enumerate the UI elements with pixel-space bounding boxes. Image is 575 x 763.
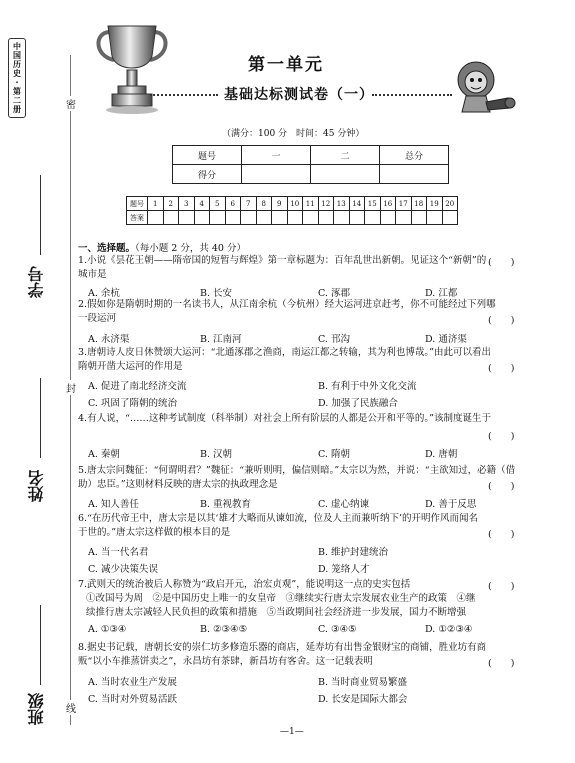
xuehao-label: 学号 [27,266,46,298]
option-b: B. 汉朝 [200,449,233,460]
option-a: A. 秦朝 [88,449,120,460]
answer-num: 7 [241,197,257,211]
question-6 [78,512,478,540]
option-c: C. ③④⑤ [318,624,357,635]
xuehao-line [40,175,41,255]
answer-num: 2 [163,197,179,211]
option-b: B. 当时商业贸易繁盛 [318,677,408,688]
option-d: D. 笼络人才 [318,564,370,575]
answer-cell[interactable] [241,211,257,225]
score-header: 题号 [173,146,242,165]
option-a: A. ①③④ [88,624,127,635]
question-line: 8.据史书记载，唐朝长安的崇仁坊多修造乐器的商店，延寿坊有出售金银财宝的商铺，胜业坊有商 [78,642,487,653]
answer-num: 17 [396,197,412,211]
page-number: —1— [280,727,304,737]
question-line: 城市是 [78,269,107,280]
answer-cell[interactable] [411,211,427,225]
question-line: 隋朝开凿大运河的作用是 [78,361,183,372]
exam-meta: （满分：100 分 时间：45 分钟） [222,129,365,139]
answer-cell[interactable] [334,211,350,225]
answer-num: 19 [427,197,443,211]
score-cell[interactable] [311,165,380,184]
question-line: 助）忠臣。”这则材料反映的唐太宗的执政理念是 [78,479,278,490]
option-c: C. 邗沟 [318,334,350,345]
section-title: 一、选择题。 [78,243,136,254]
score-table [172,145,449,184]
answer-paren: ( ) [488,658,515,669]
lion-mascot-icon [452,58,518,118]
answer-num: 3 [179,197,195,211]
option-c: C. 涿郡 [318,288,350,299]
answer-paren: ( ) [488,481,515,492]
question-line: 一段运河 [78,313,117,324]
answer-num: 18 [411,197,427,211]
option-b: B. 江南河 [200,334,242,345]
feng-mark: 封 [66,380,76,395]
answer-paren: ( ) [488,363,515,374]
option-d: D. 通济渠 [425,334,467,345]
answer-paren: ( ) [488,431,515,442]
test-title: 基础达标测试卷（一） [224,87,374,103]
answer-cell[interactable] [442,211,458,225]
option-b: B. 维护封建统治 [318,547,389,558]
option-d: D. 长安是国际大都会 [318,694,408,705]
question-4 [78,412,491,426]
section-heading [78,240,246,254]
score-header: 二 [311,146,380,165]
question-line: 续推行唐太宗减轻人民负担的政策和措施 ⑤当政期间社会经济进一步发展，国力不断增强 [86,607,467,618]
answer-cell[interactable] [365,211,381,225]
answer-cell[interactable] [272,211,288,225]
answer-paren: ( ) [488,581,515,592]
option-b: B. 重视教育 [200,499,252,510]
xian-mark: 线 [66,700,76,715]
option-c: C. 隋朝 [318,449,350,460]
answer-paren: ( ) [488,529,515,540]
answer-num: 1 [148,197,164,211]
trophy-icon [92,20,172,118]
answer-num: 20 [442,197,458,211]
score-cell[interactable] [242,165,311,184]
option-d: D. ①②③④ [425,624,473,635]
question-line: 贩“以小车推蒸饼卖之”，永昌坊有茶肆，新昌坊有客舍。这一记载表明 [78,656,373,667]
option-a: A. 当时农业生产发展 [88,677,177,688]
option-d: D. 江都 [425,288,458,299]
answer-cell[interactable] [349,211,365,225]
answer-grid-label: 题号 [127,197,148,211]
question-1 [78,254,486,282]
option-a: A. 当一代名君 [88,547,149,558]
answer-num: 15 [365,197,381,211]
answer-grid [126,196,458,225]
book-label: 中 国 历 史 · 第 二 册 [8,38,26,118]
answer-cell[interactable] [148,211,164,225]
question-line: 于世的。”唐太宗这样做的根本目的是 [78,527,231,538]
question-8 [78,641,486,669]
title-dash-left [150,94,218,96]
answer-num: 6 [225,197,241,211]
answer-num: 13 [334,197,350,211]
answer-cell[interactable] [210,211,226,225]
option-d: D. 唐朝 [425,449,458,460]
xingming-line [40,378,41,458]
answer-cell[interactable] [396,211,412,225]
option-d: D. 加强了民族融合 [318,398,398,409]
answer-num: 9 [272,197,288,211]
option-d: D. 善于反思 [425,499,477,510]
answer-cell[interactable] [163,211,179,225]
option-c: C. 当时对外贸易活跃 [88,694,177,705]
xingming-label: 姓名 [27,470,46,502]
answer-num: 5 [210,197,226,211]
option-a: A. 永济渠 [88,334,130,345]
answer-paren: ( ) [488,315,515,326]
option-a: A. 促进了南北经济交流 [88,381,187,392]
question-line: 2.假如你是隋朝时期的一名读书人，从江南余杭（今杭州）经大运河进京赶考，你不可能经过下列哪 [78,299,496,310]
answer-num: 4 [194,197,210,211]
answer-num: 10 [287,197,303,211]
answer-cell[interactable] [287,211,303,225]
question-line: 7.武则天的统治被后人称赞为“政启开元，治宏贞观”，能说明这一点的史实包括 [78,579,411,590]
score-header: 总分 [380,146,449,165]
question-line: 3.唐朝诗人皮日休赞颂大运河：“北通涿郡之渔商，南运江都之转输，其为利也博哉。”由此可以看出 [78,347,492,358]
score-row-label: 得分 [173,165,242,184]
mi-mark: 密 [66,96,76,111]
question-7 [78,578,476,620]
question-5 [78,464,515,492]
option-c: C. 减少决策失误 [88,564,158,575]
answer-cell[interactable] [318,211,334,225]
option-c: C. 巩固了隋朝的统治 [88,398,177,409]
score-cell[interactable] [380,165,449,184]
title-dash-right [372,94,452,96]
section-note: （每小题 2 分，共 40 分） [135,243,246,254]
option-b: B. 长安 [200,288,233,299]
answer-paren: ( ) [488,257,515,268]
answer-num: 8 [256,197,272,211]
answer-cell[interactable] [194,211,210,225]
answer-cell[interactable] [256,211,272,225]
unit-title: 第一单元 [248,55,324,75]
question-line: 4.有人说，“……这种考试制度（科举制）对社会上所有阶层的人都是公开和平等的。”该制度诞生于 [78,413,492,424]
answer-cell[interactable] [303,211,319,225]
banji-label: 班级 [27,693,46,725]
answer-num: 12 [318,197,334,211]
answer-num: 11 [303,197,319,211]
question-line: ①改国号为周 ②是中国历史上唯一的女皇帝 ③继续实行唐太宗发展农业生产的政策 ④继 [86,593,476,604]
answer-num: 14 [349,197,365,211]
answer-cell[interactable] [427,211,443,225]
question-3 [78,346,491,374]
option-c: C. 虚心纳谏 [318,499,369,510]
banji-line [40,605,41,685]
question-line: 1.小说《昙花王朝——隋帝国的短暂与辉煌》第一章标题为：百年乱世出新朝。见证这个“新朝”的 [78,255,487,266]
answer-grid-label: 答案 [127,211,148,225]
option-b: B. 有利于中外文化交流 [318,381,417,392]
option-b: B. ②③④⑤ [200,624,248,635]
answer-num: 16 [380,197,396,211]
answer-cell[interactable] [179,211,195,225]
answer-cell[interactable] [225,211,241,225]
question-2 [78,298,496,326]
answer-cell[interactable] [380,211,396,225]
score-header: 一 [242,146,311,165]
option-a: A. 知人善任 [88,499,139,510]
option-a: A. 余杭 [88,288,120,299]
question-line: 5.唐太宗问魏征：“何谓明君？”魏征：“兼听则明，偏信则暗。”太宗以为然，并说：“主欲知过，必籍（借 [78,465,516,476]
question-line: 6.“在历代帝王中，唐太宗是以其‘雄才大略而从谏如流，位及人主而兼听纳下’的开明作风而闻名 [78,513,478,524]
